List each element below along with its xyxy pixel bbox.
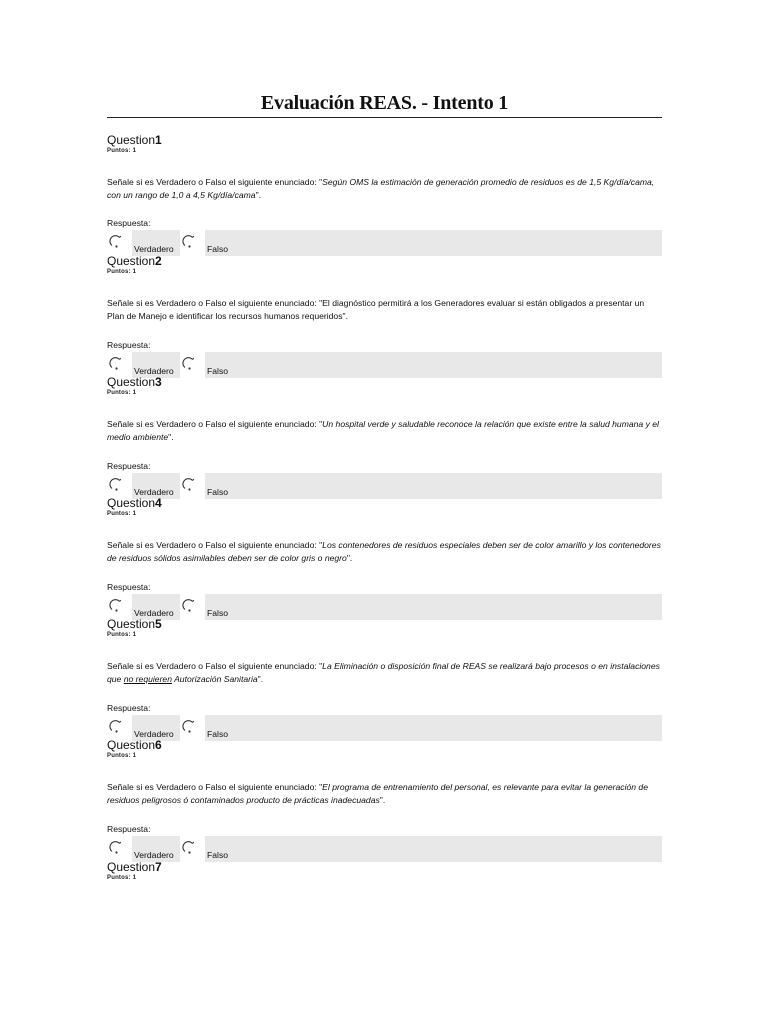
- true-radio-button[interactable]: [108, 597, 122, 613]
- answer-label: Respuesta:: [107, 461, 151, 471]
- question-heading: Question7: [107, 860, 162, 874]
- true-radio-button[interactable]: [108, 233, 122, 249]
- question-statement: Señale si es Verdadero o Falso el siguiente enunciado: "El programa de entrenamiento del personal, es relevante para evitar la generación de residuos peligrosos ó contaminados producto de prácticas inadecuadas".: [107, 782, 648, 805]
- answer-row: [107, 230, 662, 256]
- question-block: [107, 739, 662, 861]
- false-radio-button[interactable]: [181, 597, 195, 613]
- question-block: [107, 861, 662, 891]
- answer-label: Respuesta:: [107, 824, 151, 834]
- question-number: 6: [155, 738, 162, 752]
- radio-circle-icon: [181, 355, 195, 371]
- radio-circle-icon: [108, 839, 122, 855]
- question-points: Puntos: 1: [107, 511, 137, 517]
- answer-row: [107, 715, 662, 741]
- question-number: 3: [155, 375, 162, 389]
- question-heading: Question1: [107, 133, 162, 147]
- question-statement: Señale si es Verdadero o Falso el siguiente enunciado: "La Eliminación o disposición final de REAS se realizará bajo procesos o en instalaciones que no requieren Autorización Sanitaria".: [107, 661, 660, 684]
- false-radio-button[interactable]: [181, 355, 195, 371]
- radio-circle-icon: [181, 476, 195, 492]
- question-statement: Señale si es Verdadero o Falso el siguiente enunciado: "El diagnóstico permitirá a los Generadores evaluar si están obligados a presentar un Plan de Manejo e identificar los recursos humanos requeridos".: [107, 298, 645, 321]
- question-heading: Question6: [107, 738, 162, 752]
- question-points: Puntos: 1: [107, 632, 137, 638]
- question-statement: Señale si es Verdadero o Falso el siguiente enunciado: "Los contenedores de residuos especiales deben ser de color amarillo y los contenedores de residuos sólidos asimilables deben ser de color gris o negro".: [107, 540, 661, 563]
- question-block: [107, 497, 662, 619]
- false-option-label: Falso: [207, 608, 229, 618]
- question-heading: Question4: [107, 496, 162, 510]
- radio-circle-icon: [108, 233, 122, 249]
- true-option-label: Verdadero: [134, 850, 174, 860]
- question-points: Puntos: 1: [107, 148, 137, 154]
- question-block: [107, 255, 662, 377]
- true-option-label: Verdadero: [134, 244, 174, 254]
- question-points: Puntos: 1: [107, 390, 137, 396]
- false-option-label: Falso: [207, 366, 229, 376]
- question-points: Puntos: 1: [107, 269, 137, 275]
- question-number: 1: [155, 133, 162, 147]
- answer-label: Respuesta:: [107, 703, 151, 713]
- radio-circle-icon: [181, 839, 195, 855]
- answer-row: [107, 836, 662, 862]
- question-number: 5: [155, 617, 162, 631]
- true-option-label: Verdadero: [134, 729, 174, 739]
- true-radio-button[interactable]: [108, 839, 122, 855]
- false-radio-button[interactable]: [181, 718, 195, 734]
- question-block: [107, 618, 662, 740]
- radio-circle-icon: [181, 233, 195, 249]
- true-radio-button[interactable]: [108, 355, 122, 371]
- answer-label: Respuesta:: [107, 582, 151, 592]
- false-option-label: Falso: [207, 244, 229, 254]
- radio-circle-icon: [108, 597, 122, 613]
- question-block: [107, 376, 662, 498]
- radio-circle-icon: [181, 597, 195, 613]
- false-option-label: Falso: [207, 729, 229, 739]
- underlined-phrase: no requieren: [123, 674, 172, 684]
- answer-row: [107, 594, 662, 620]
- answer-row: [107, 473, 662, 499]
- radio-circle-icon: [181, 718, 195, 734]
- true-option-label: Verdadero: [134, 366, 174, 376]
- question-number: 7: [155, 860, 162, 874]
- radio-circle-icon: [108, 355, 122, 371]
- true-radio-button[interactable]: [108, 476, 122, 492]
- question-block: [107, 134, 662, 256]
- true-radio-button[interactable]: [108, 718, 122, 734]
- false-radio-button[interactable]: [181, 233, 195, 249]
- true-option-label: Verdadero: [134, 608, 174, 618]
- question-points: Puntos: 1: [107, 753, 137, 759]
- answer-row: [107, 352, 662, 378]
- false-radio-button[interactable]: [181, 476, 195, 492]
- false-option-label: Falso: [207, 487, 229, 497]
- radio-circle-icon: [108, 718, 122, 734]
- page-title: Evaluación REAS. - Intento 1: [260, 92, 509, 114]
- question-number: 4: [155, 496, 162, 510]
- false-option-label: Falso: [207, 850, 229, 860]
- question-number: 2: [155, 254, 162, 268]
- question-points: Puntos: 1: [107, 875, 137, 881]
- answer-label: Respuesta:: [107, 340, 151, 350]
- answer-label: Respuesta:: [107, 218, 151, 228]
- true-option-label: Verdadero: [134, 487, 174, 497]
- question-heading: Question3: [107, 375, 162, 389]
- question-statement: Señale si es Verdadero o Falso el siguiente enunciado: "Un hospital verde y saludable reconoce la relación que existe entre la salud humana y el medio ambiente".: [107, 419, 659, 442]
- question-statement: Señale si es Verdadero o Falso el siguiente enunciado: "Según OMS la estimación de generación promedio de residuos es de 1,5 Kg/día/cama, con un rango de 1,0 a 4,5 Kg/día/cama".: [107, 177, 655, 200]
- false-radio-button[interactable]: [181, 839, 195, 855]
- question-heading: Question2: [107, 254, 162, 268]
- question-heading: Question5: [107, 617, 162, 631]
- radio-circle-icon: [108, 476, 122, 492]
- title-divider: [107, 117, 662, 118]
